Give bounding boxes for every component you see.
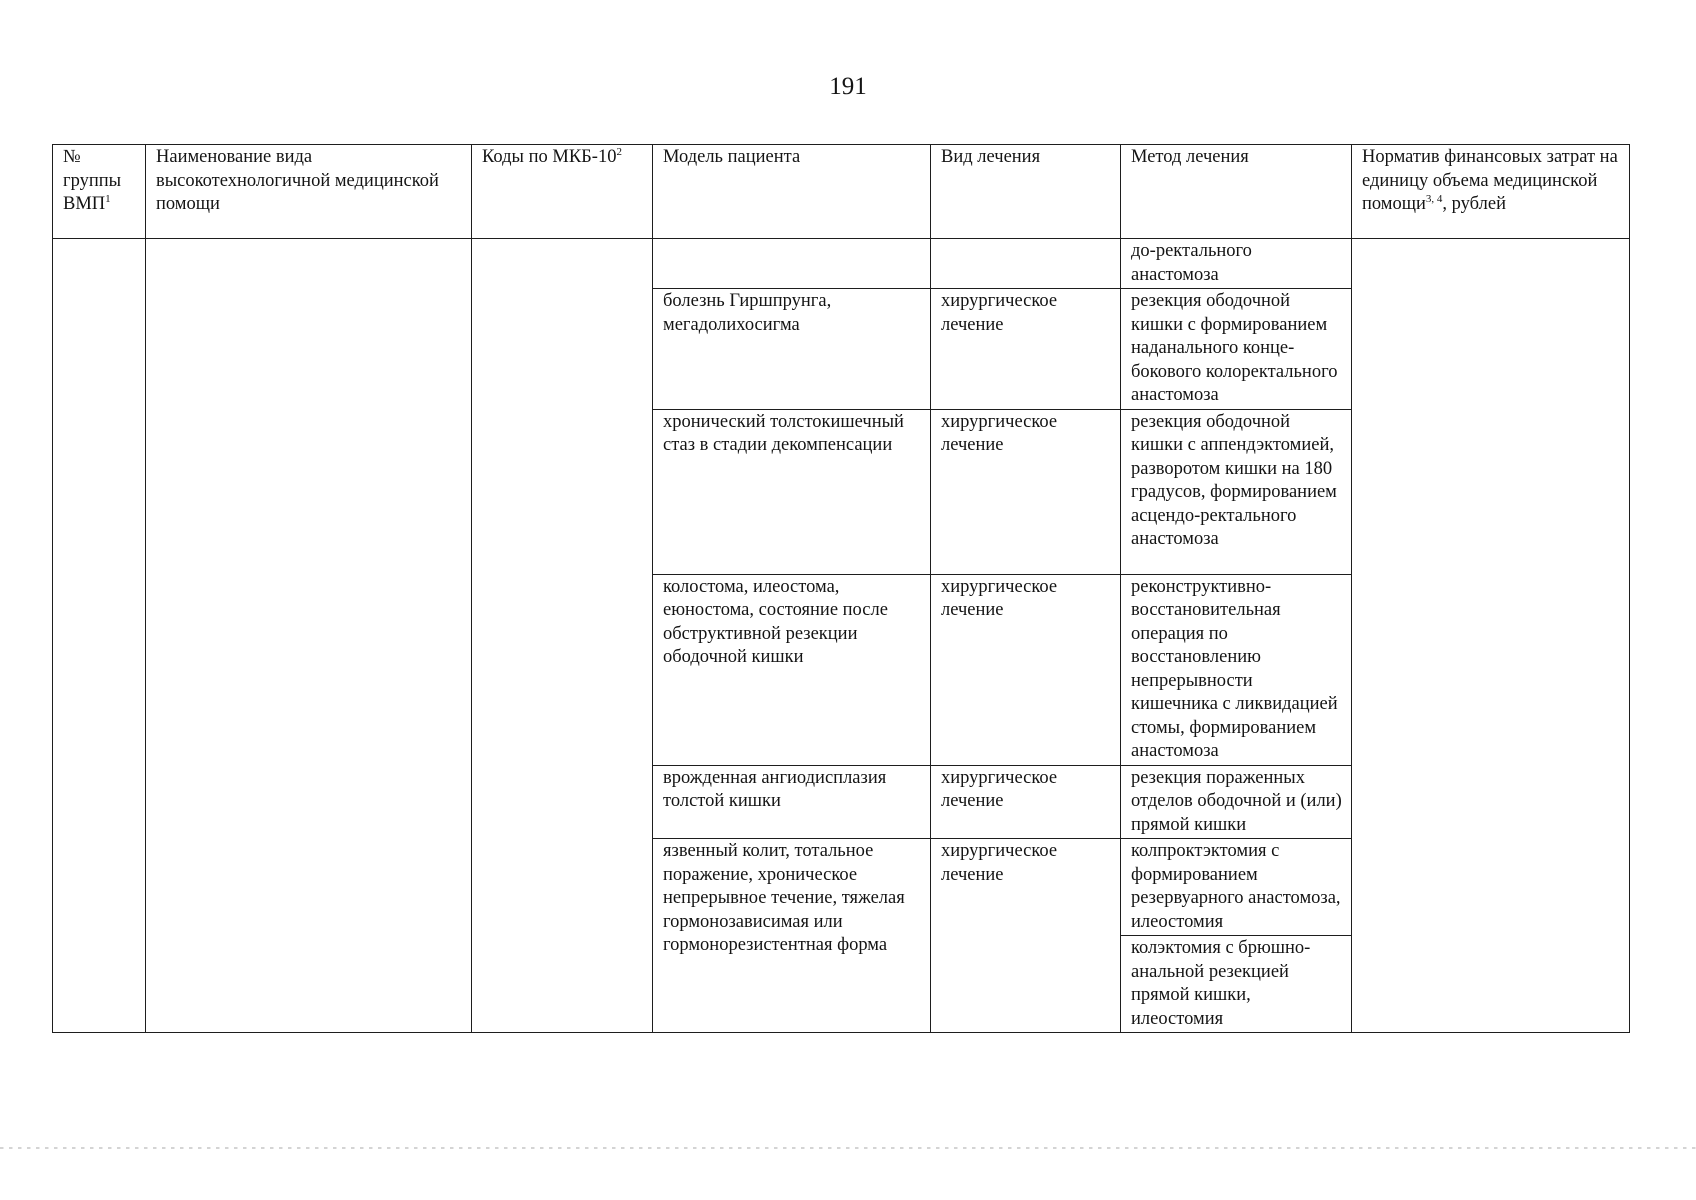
- patient-model-cell: хронический толстокишечный стаз в стадии декомпенсации: [653, 409, 931, 574]
- treatment-method-cell: колэктомия с брюшно-анальной резекцией прямой кишки, илеостомия: [1121, 936, 1352, 1033]
- header-treatment-method: Метод лечения: [1121, 145, 1352, 239]
- treatment-type-cell: хирургическое лечение: [931, 574, 1121, 765]
- header-group-no: № группы ВМП$^1$: [53, 145, 146, 239]
- scan-dotted-line: [0, 1147, 1696, 1149]
- treatment-type-cell: хирургическое лечение: [931, 409, 1121, 574]
- header-patient-model: Модель пациента: [653, 145, 931, 239]
- header-treatment-type: Вид лечения: [931, 145, 1121, 239]
- header-name: Наименование вида высокотехнологичной медицинской помощи: [146, 145, 472, 239]
- treatment-method-cell: резекция ободочной кишки с аппендэктомией, разворотом кишки на 180 градусов, формированием асцендо-ректального анастомоза: [1121, 409, 1352, 574]
- patient-model-cell: колостома, илеостома, еюностома, состояние после обструктивной резекции ободочной кишки: [653, 574, 931, 765]
- patient-model-cell: [653, 239, 931, 289]
- header-norm: Норматив финансовых затрат на единицу объема медицинской помощи$^{3, 4}$, рублей: [1352, 145, 1630, 239]
- norm-cell: [1352, 239, 1630, 1033]
- treatment-method-cell: колпроктэктомия с формированием резервуарного анастомоза, илеостомия: [1121, 839, 1352, 936]
- treatment-type-cell: [931, 239, 1121, 289]
- icd-codes-cell: [472, 239, 653, 1033]
- table-body: [53, 239, 1630, 1033]
- treatment-method-cell: реконструктивно-восстановительная операция по восстановлению непрерывности кишечника с ликвидацией стомы, формированием анастомоза: [1121, 574, 1352, 765]
- table-header: [53, 145, 1630, 239]
- treatment-type-cell: хирургическое лечение: [931, 839, 1121, 1033]
- patient-model-cell: врожденная ангиодисплазия толстой кишки: [653, 765, 931, 839]
- treatment-method-cell: резекция ободочной кишки с формированием наданального конце-бокового колоректального анастомоза: [1121, 289, 1352, 410]
- name-cell: [146, 239, 472, 1033]
- patient-model-cell: болезнь Гиршпрунга, мегадолихосигма: [653, 289, 931, 410]
- header-icd-codes: Коды по МКБ-$10^2$: [472, 145, 653, 239]
- treatment-method-cell: резекция пораженных отделов ободочной и (или) прямой кишки: [1121, 765, 1352, 839]
- page-number: 191: [829, 73, 867, 100]
- group-no-cell: [53, 239, 146, 1033]
- vmp-table: [52, 144, 1630, 1033]
- treatment-method-cell: до-ректального анастомоза: [1121, 239, 1352, 289]
- treatment-type-cell: хирургическое лечение: [931, 765, 1121, 839]
- treatment-type-cell: хирургическое лечение: [931, 289, 1121, 410]
- table-row: [53, 239, 1630, 289]
- patient-model-cell: язвенный колит, тотальное поражение, хроническое непрерывное течение, тяжелая гормонозависимая или гормонорезистентная форма: [653, 839, 931, 1033]
